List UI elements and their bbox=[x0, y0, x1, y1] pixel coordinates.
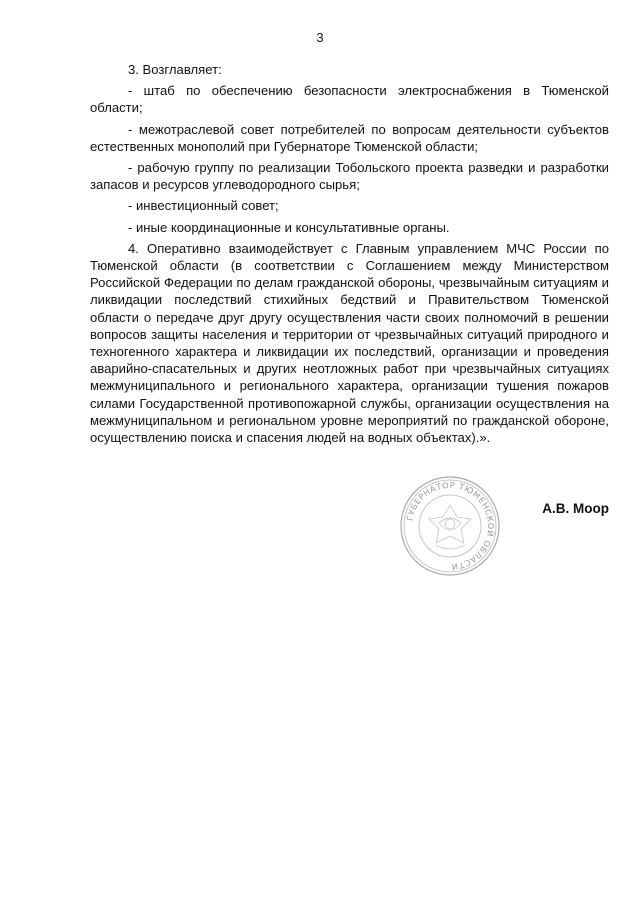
paragraph-other-bodies: - иные координационные и консультативные органы. bbox=[128, 219, 450, 235]
seal-graphic bbox=[399, 475, 501, 577]
signatory-name: А.В. Моор bbox=[542, 501, 609, 516]
page-number: 3 bbox=[316, 30, 324, 45]
paragraph-heads-intro: 3. Возглавляет: bbox=[128, 62, 222, 77]
paragraph-tobolsk-working-group: - рабочую группу по реализации Тобольского проекта разведки и разработки запасов и ресурсов углеводородного сырья; bbox=[90, 160, 609, 193]
paragraph-energy-security-hq: - штаб по обеспечению безопасности электроснабжения в Тюменской области; bbox=[90, 83, 609, 116]
official-seal-stamp bbox=[399, 475, 501, 577]
document-body bbox=[90, 61, 609, 446]
svg-text:ГУБЕРНАТОР ТЮМЕНСКОЙ ОБЛАСТИ: ГУБЕРНАТОР ТЮМЕНСКОЙ ОБЛАСТИ bbox=[404, 479, 497, 573]
paragraph-investment-council: - инвестиционный совет; bbox=[128, 198, 279, 214]
paragraph-consumers-council: - межотраслевой совет потребителей по вопросам деятельности субъектов естественных монополий при Губернаторе Тюменской области; bbox=[90, 121, 609, 154]
paragraph-mchs-cooperation: 4. Оперативно взаимодействует с Главным управлением МЧС России по Тюменской области (в соответствии с Соглашением между Министерством Российской Федерации по делам гражданской обороны, чрезвычайным ситуациям и ликвидации последствий стихийных бедствий и Правительством Тюменской области о передаче друг другу осуществления части своих полномочий в решении вопросов защиты населения и территории от чрезвычайных ситуаций природного и техногенного характера и ликвидации их последствий, организации и проведения аварийно-спасательных и других неотложных работ при чрезвычайных ситуациях межмуниципального и регионального характера, организации тушения пожаров силами Государственной противопожарной службы, организации осуществления на межмуниципальном и региональном уровне мероприятий по гражданской обороне, осуществлению поиска и спасения людей на водных объектах).». bbox=[90, 240, 609, 446]
